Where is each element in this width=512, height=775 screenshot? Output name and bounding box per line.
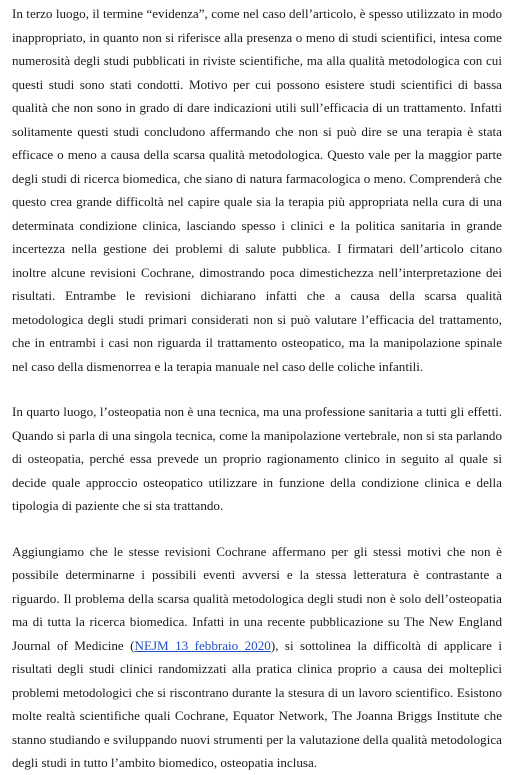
nejm-link[interactable]: NEJM 13 febbraio 2020 <box>134 637 271 653</box>
paragraph-3-text-before-link: Aggiungiamo che le stesse revisioni Cochrane affermano per gli stessi motivi che non è possibile determinarne i possibili eventi avversi e la stessa letteratura è contrastante a riguardo. Il problema della scarsa qualità metodologica degli studi non è solo dell’osteopatia ma di tutta la ricerca biomedica. Infatti in una recente pubblicazione su The New England Journal of Medicine ( <box>12 543 502 653</box>
paragraph-3-text-after-link: ), si sottolinea la difficoltà di applicare i risultati degli studi clinici randomizzati alla pratica clinica proprio a causa dei molteplici problemi metodologici che si riscontrano durante la stesura di un lavoro scientifico. Esistono molte realtà scientifiche quali Cochrane, Equator Network, The Joanna Briggs Institute che stanno studiando e sviluppando nuovi strumenti per la valutazione della qualità metodologica degli studi in tutto l’ambito biomedico, osteopatia inclusa. <box>12 637 502 770</box>
paragraph-3 <box>12 540 502 775</box>
paragraph-1: In terzo luogo, il termine “evidenza”, come nel caso dell’articolo, è spesso utilizzato in modo inappropriato, in quanto non si riferisce alla presenza o meno di studi scientifici, intesa come numerosità degli studi pubblicati in riviste scientifiche, ma alla qualità metodologica con cui questi studi sono stati condotti. Motivo per cui possono esistere studi scientifici di bassa qualità che non sono in grado di dare indicazioni utili sull’efficacia di un trattamento. Infatti solitamente questi studi concludono affermando che non si può dire se una terapia è stata efficace o meno a causa della scarsa qualità metodologica. Questo vale per la maggior parte degli studi di ricerca biomedica, che siano di natura farmacologica o meno. Comprenderà che questo crea grande difficoltà nel capire quale sia la terapia più appropriata nella cura di una determinata condizione clinica, lasciando spesso i clinici e la politica sanitaria in grande incertezza nella gestione dei problemi di salute pubblica. I firmatari dell’articolo citano inoltre alcune revisioni Cochrane, dimostrando poca dimestichezza nell’interpretazione dei risultati. Entrambe le revisioni dichiarano infatti che a causa della scarsa qualità metodologica degli studi primari considerati non si può valutare l’efficacia del trattamento, che in entrambi i casi non riguarda il trattamento osteopatico, ma la manipolazione spinale nel caso della dismenorrea e la terapia manuale nel caso delle coliche infantili. <box>12 6 502 374</box>
paragraph-2: In quarto luogo, l’osteopatia non è una tecnica, ma una professione sanitaria a tutti gli effetti. Quando si parla di una singola tecnica, come la manipolazione vertebrale, non si sta parlando di osteopatia, perché essa prevede un proprio ragionamento clinico in seguito al quale si decide quale approccio osteopatico utilizzare in funzione della condizione clinica e della tipologia di paziente che si sta trattando. <box>12 404 502 513</box>
